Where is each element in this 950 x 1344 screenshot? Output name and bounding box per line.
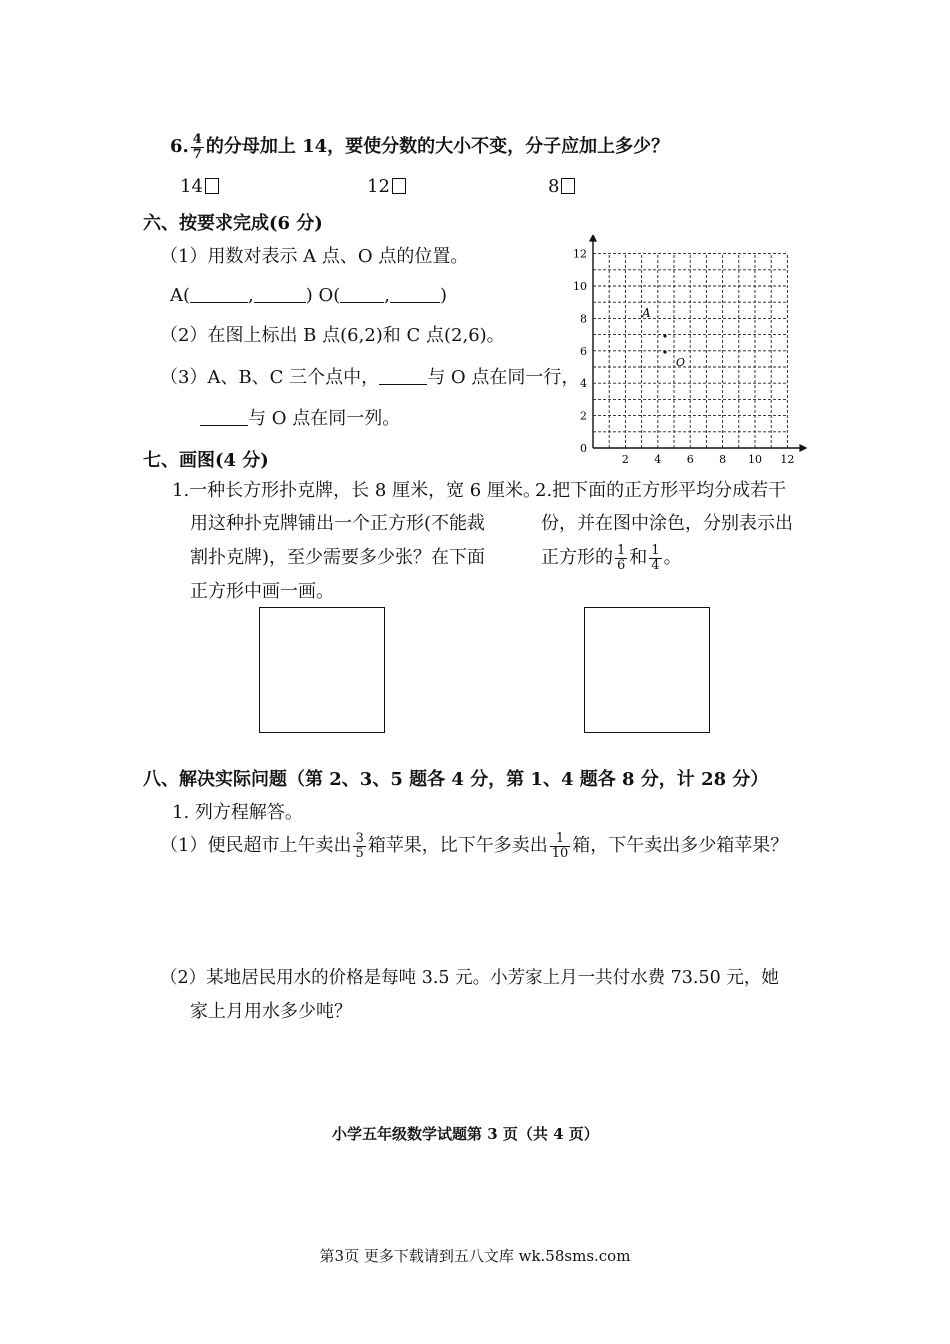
o-x-blank[interactable] (340, 302, 384, 303)
s6-part-3-line-2 (200, 410, 400, 428)
frac-1-10-den: 10 (551, 845, 569, 861)
point-o-label: O (676, 356, 686, 369)
a-y-blank[interactable] (254, 302, 306, 303)
s6-part-3-line-1 (160, 369, 579, 387)
x-tick-label: 10 (748, 453, 762, 466)
section-7-heading: 七、画图(4 分) (143, 450, 269, 471)
drawing-square-1[interactable] (259, 607, 385, 733)
s6-p3-start: （3）A、B、C 三个点中， (160, 367, 380, 388)
q6-frac-den: 7 (192, 146, 202, 162)
grid-axes (589, 235, 807, 452)
s6-p3-mid: 与 O 点在同一行， (427, 367, 580, 388)
s8-q1: 1. 列方程解答。 (172, 802, 303, 823)
y-tick-label: 8 (580, 312, 587, 326)
frac-1-4-den: 4 (651, 557, 660, 573)
s7-q2-line-2: 份，并在图中涂色，分别表示出 (541, 513, 793, 534)
one-sixth-fraction (615, 544, 627, 572)
s7-q2-line-3 (541, 544, 682, 572)
coordinate-grid (555, 235, 810, 470)
one-quarter-fraction (649, 544, 661, 572)
s6-comma-2: , (384, 285, 391, 306)
y-tick-label: 4 (580, 377, 587, 391)
s7-q2-l3-b: 和 (629, 547, 648, 569)
o-y-blank[interactable] (390, 302, 440, 303)
q6-option-1[interactable] (180, 178, 219, 196)
y-tick-label: 0 (580, 442, 587, 455)
frac-3-5-num: 3 (355, 831, 364, 846)
s8-q1-1-b: 箱苹果，比下午多卖出 (367, 835, 548, 857)
y-tick-label: 10 (573, 280, 587, 293)
q6-option-3[interactable] (548, 178, 575, 196)
s7-q1-line-4: 正方形中画一画。 (190, 581, 334, 602)
x-tick-label: 2 (621, 453, 629, 466)
frac-3-5-den: 5 (355, 845, 364, 861)
s6-p3-end: 与 O 点在同一列。 (248, 408, 401, 429)
s8-q1-1-a: （1）便民超市上午卖出 (160, 835, 352, 857)
s8-q1-1 (160, 832, 788, 860)
x-tick-label: 12 (780, 453, 795, 466)
same-column-blank[interactable] (200, 425, 248, 426)
s6-o-label: ) O( (305, 285, 341, 306)
x-axis-arrow-icon (799, 444, 807, 452)
checkbox-icon[interactable] (205, 178, 219, 194)
s7-q1-line-3: 割扑克牌)，至少需要多少张？在下面 (190, 547, 486, 568)
s6-part-1-answer (170, 287, 447, 305)
q6-number: 6. (170, 136, 189, 158)
y-axis-arrow-icon (589, 235, 597, 242)
s7-q1-line-2: 用这种扑克牌铺出一个正方形(不能裁 (190, 513, 486, 534)
q6-option-3-label: 8 (548, 176, 560, 197)
section-6-heading: 六、按要求完成(6 分) (143, 213, 323, 234)
drawing-square-2[interactable] (584, 607, 710, 733)
checkbox-icon[interactable] (392, 178, 406, 194)
x-tick-label: 8 (719, 453, 727, 466)
q6-option-1-label: 14 (180, 176, 203, 197)
frac-1-10-num: 1 (550, 832, 571, 847)
s7-q2-l3-c: 。 (663, 547, 682, 569)
one-tenth-fraction (550, 832, 571, 860)
s6-part-2: （2）在图上标出 B 点(6,2)和 C 点(2,6)。 (160, 325, 505, 346)
s6-close-paren: ) (440, 285, 448, 306)
checkbox-icon[interactable] (561, 178, 575, 194)
grid-lines (593, 254, 787, 448)
x-tick-label: 4 (654, 453, 662, 466)
s7-q2-l3-a: 正方形的 (541, 547, 613, 569)
s6-part-1: （1）用数对表示 A 点、O 点的位置。 (160, 246, 469, 267)
s7-q2-line-1: 2.把下面的正方形平均分成若干 (535, 480, 787, 501)
q6-text: 的分母加上 14，要使分数的大小不变，分子应加上多少？ (205, 136, 670, 158)
point-a (663, 334, 666, 337)
s6-a-label: A( (170, 285, 191, 306)
point-o (663, 350, 666, 353)
point-a-label: A (642, 306, 651, 320)
q6-fraction (191, 133, 204, 161)
three-fifths-fraction (353, 832, 365, 860)
s6-comma: , (248, 285, 254, 306)
q6-line (170, 133, 669, 161)
same-row-blank[interactable] (379, 384, 427, 385)
y-tick-label: 6 (580, 344, 587, 358)
frac-1-6-num: 1 (617, 543, 626, 558)
s7-q1-line-1: 1.一种长方形扑克牌，长 8 厘米，宽 6 厘米。 (172, 480, 541, 501)
site-footer: 第3页 更多下载请到五八文库 wk.58sms.com (319, 1247, 631, 1265)
s8-q1-1-c: 箱，下午卖出多少箱苹果？ (572, 835, 789, 857)
y-tick-label: 2 (580, 409, 587, 423)
section-8-heading: 八、解决实际问题（第 2、3、5 题各 4 分，第 1、4 题各 8 分，计 28 分） (143, 769, 769, 790)
q6-frac-num: 4 (192, 132, 202, 147)
page-footer: 小学五年级数学试题第 3 页（共 4 页） (332, 1125, 599, 1143)
frac-1-6-den: 6 (617, 557, 626, 573)
x-tick-label: 6 (686, 453, 694, 466)
frac-1-4-num: 1 (651, 543, 660, 558)
s8-q1-2-line-1: （2）某地居民用水的价格是每吨 3.5 元。小芳家上月一共付水费 73.50 元，她 (160, 968, 779, 988)
q6-option-2-label: 12 (367, 176, 390, 197)
q6-option-2[interactable] (367, 178, 406, 196)
a-x-blank[interactable] (190, 302, 248, 303)
y-tick-label: 12 (573, 247, 587, 261)
s8-q1-2-line-2: 家上月用水多少吨？ (190, 1001, 352, 1022)
